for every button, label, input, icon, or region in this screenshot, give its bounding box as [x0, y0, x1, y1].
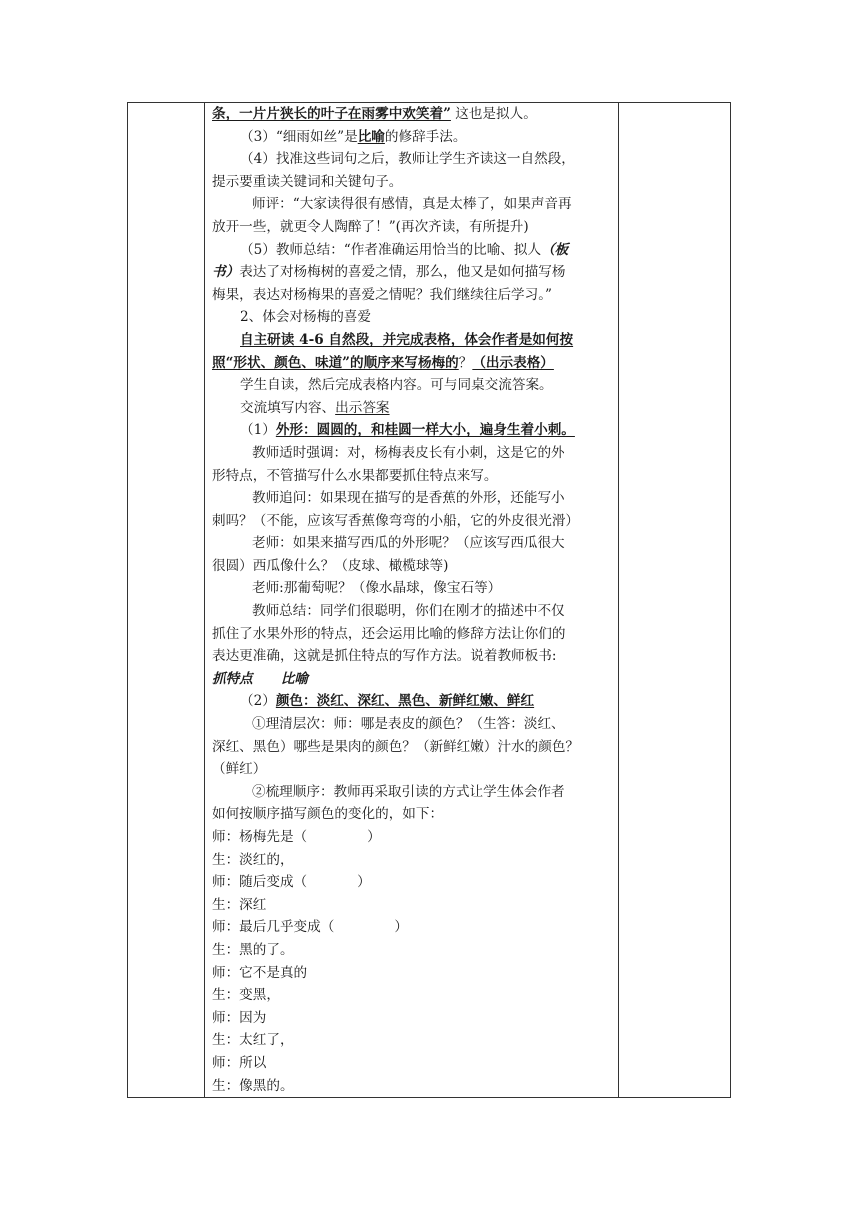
text-line: 教师总结：同学们很聪明，你们在刚才的描述中不仅 — [252, 603, 565, 620]
text-line — [212, 690, 616, 713]
column-divider-left — [204, 103, 205, 1097]
keyword-metaphor: 比喻 — [357, 128, 385, 145]
text-line: （4）找准这些词句之后，教师让学生齐读这一自然段， — [240, 151, 575, 168]
text-line: 老师:那葡萄呢？（像水晶球，像宝石等） — [252, 580, 502, 597]
text-line: 如何按顺序描写颜色的变化的，如下： — [212, 806, 444, 823]
text-line: 提示要重读关键词和关键句子。 — [212, 173, 403, 190]
text-line — [212, 239, 616, 262]
text-span: ） — [394, 919, 408, 936]
text-line: ①理清层次：师：哪是表皮的颜色？（生答：淡红、 — [252, 716, 565, 733]
text-line: 放开一些，就更令人陶醉了！”(再次齐读，有所提升) — [212, 218, 529, 235]
text-line — [212, 261, 616, 284]
dialogue-line: 师：它不是真的 — [212, 964, 308, 981]
dialogue-line: 生：黑的了。 — [212, 941, 294, 958]
text-span: 的修辞手法。 — [384, 128, 467, 145]
dialogue-line: 生：太红了， — [212, 1032, 294, 1049]
text-line: 形特点，不管描写什么水果都要抓住特点来写。 — [212, 467, 498, 484]
dialogue-line: 生：深红 — [212, 896, 267, 913]
lesson-content-cell — [212, 103, 616, 1097]
dialogue-line: 生：变黑， — [212, 987, 280, 1004]
text-span: 师：杨梅先是（ — [212, 829, 308, 845]
show-table-note: （出示表格） — [472, 354, 554, 371]
task-instruction: 自主研读 4-6 自然段，并完成表格，体会作者是如何按 — [240, 331, 574, 348]
text-line: 师评：“大家读得很有感情，真是太棒了，如果声音再 — [252, 196, 572, 213]
task-instruction: 照“形状、颜色、味道”的顺序来写杨梅的 — [212, 354, 459, 371]
lesson-plan-table — [127, 102, 731, 1098]
text-span: 表达了对杨梅树的喜爱之情，那么，他又是如何描写杨 — [239, 264, 566, 281]
dialogue-line — [212, 916, 616, 939]
answer-shape: 外形：圆圆的，和桂圆一样大小，遍身生着小刺。 — [275, 422, 575, 439]
dialogue-line: 师：因为 — [212, 1009, 267, 1026]
quote-text: 条，一片片狭长的叶子在雨雾中欢笑着” — [212, 106, 451, 122]
text-line: 老师：如果来描写西瓜的外形呢？（应该写西瓜很大 — [252, 535, 565, 552]
text-line — [212, 397, 616, 420]
text-line: 梅果，表达对杨梅果的喜爱之情呢？我们继续往后学习。” — [212, 286, 552, 303]
text-line — [212, 352, 616, 375]
section-heading: 2、体会对杨梅的喜爱 — [240, 309, 371, 326]
text-line: ②梳理顺序：教师再采取引读的方式让学生体会作者 — [252, 783, 565, 800]
text-line: 抓住了水果外形的特点，还会运用比喻的修辞方法让你们的 — [212, 625, 566, 642]
text-span: 师：随后变成（ — [212, 874, 308, 891]
text-line: （鲜红） — [212, 761, 267, 778]
text-span: 这也是拟人。 — [450, 106, 537, 122]
text-line — [212, 668, 616, 691]
text-span: （2） — [240, 693, 276, 710]
dialogue-line — [212, 826, 616, 849]
show-answer-note: 出示答案 — [335, 399, 390, 416]
text-span: 师：最后几乎变成（ — [212, 919, 335, 936]
text-span: ） — [357, 874, 371, 891]
dialogue-line — [212, 871, 616, 894]
text-line: 学生自读，然后完成表格内容。可与同桌交流答案。 — [240, 377, 553, 394]
text-line: 教师适时强调：对，杨梅表皮长有小刺，这是它的外 — [252, 444, 565, 461]
text-line: 刺吗？（不能，应该写香蕉像弯弯的小船，它的外皮很光滑） — [212, 512, 580, 529]
text-line: 很圆）西瓜像什么？（皮球、橄榄球等) — [212, 557, 449, 574]
text-line: 深红、黑色）哪些是果肉的颜色？（新鲜红嫩）汁水的颜色？ — [212, 738, 580, 755]
text-span: （1） — [240, 422, 276, 439]
board-note: 比喻 — [280, 670, 308, 687]
text-line — [212, 419, 616, 442]
text-line: 教师追问：如果现在描写的是香蕉的外形，还能写小 — [252, 490, 565, 507]
board-note: 书） — [212, 264, 240, 281]
dialogue-line: 师：所以 — [212, 1054, 267, 1071]
text-span: ） — [367, 829, 381, 845]
board-note: （板 — [541, 241, 569, 258]
column-divider-right — [618, 103, 619, 1097]
text-span: （3）“细雨如丝”是 — [240, 128, 358, 145]
text-span: 交流填写内容、 — [240, 399, 336, 416]
text-line — [212, 103, 616, 126]
dialogue-line: 生：像黑的。 — [212, 1077, 294, 1094]
text-span: （5）教师总结：“作者准确运用恰当的比喻、拟人 — [240, 241, 542, 258]
answer-color: 颜色：淡红、深红、黑色、新鲜红嫩、鲜红 — [275, 693, 535, 710]
board-note: 抓特点 — [212, 670, 253, 687]
text-line: 表达更准确，这就是抓住特点的写作方法。说着教师板书: — [212, 648, 557, 665]
dialogue-line: 生：淡红的， — [212, 851, 294, 868]
text-span: ？ — [458, 354, 473, 371]
text-line — [212, 126, 616, 149]
